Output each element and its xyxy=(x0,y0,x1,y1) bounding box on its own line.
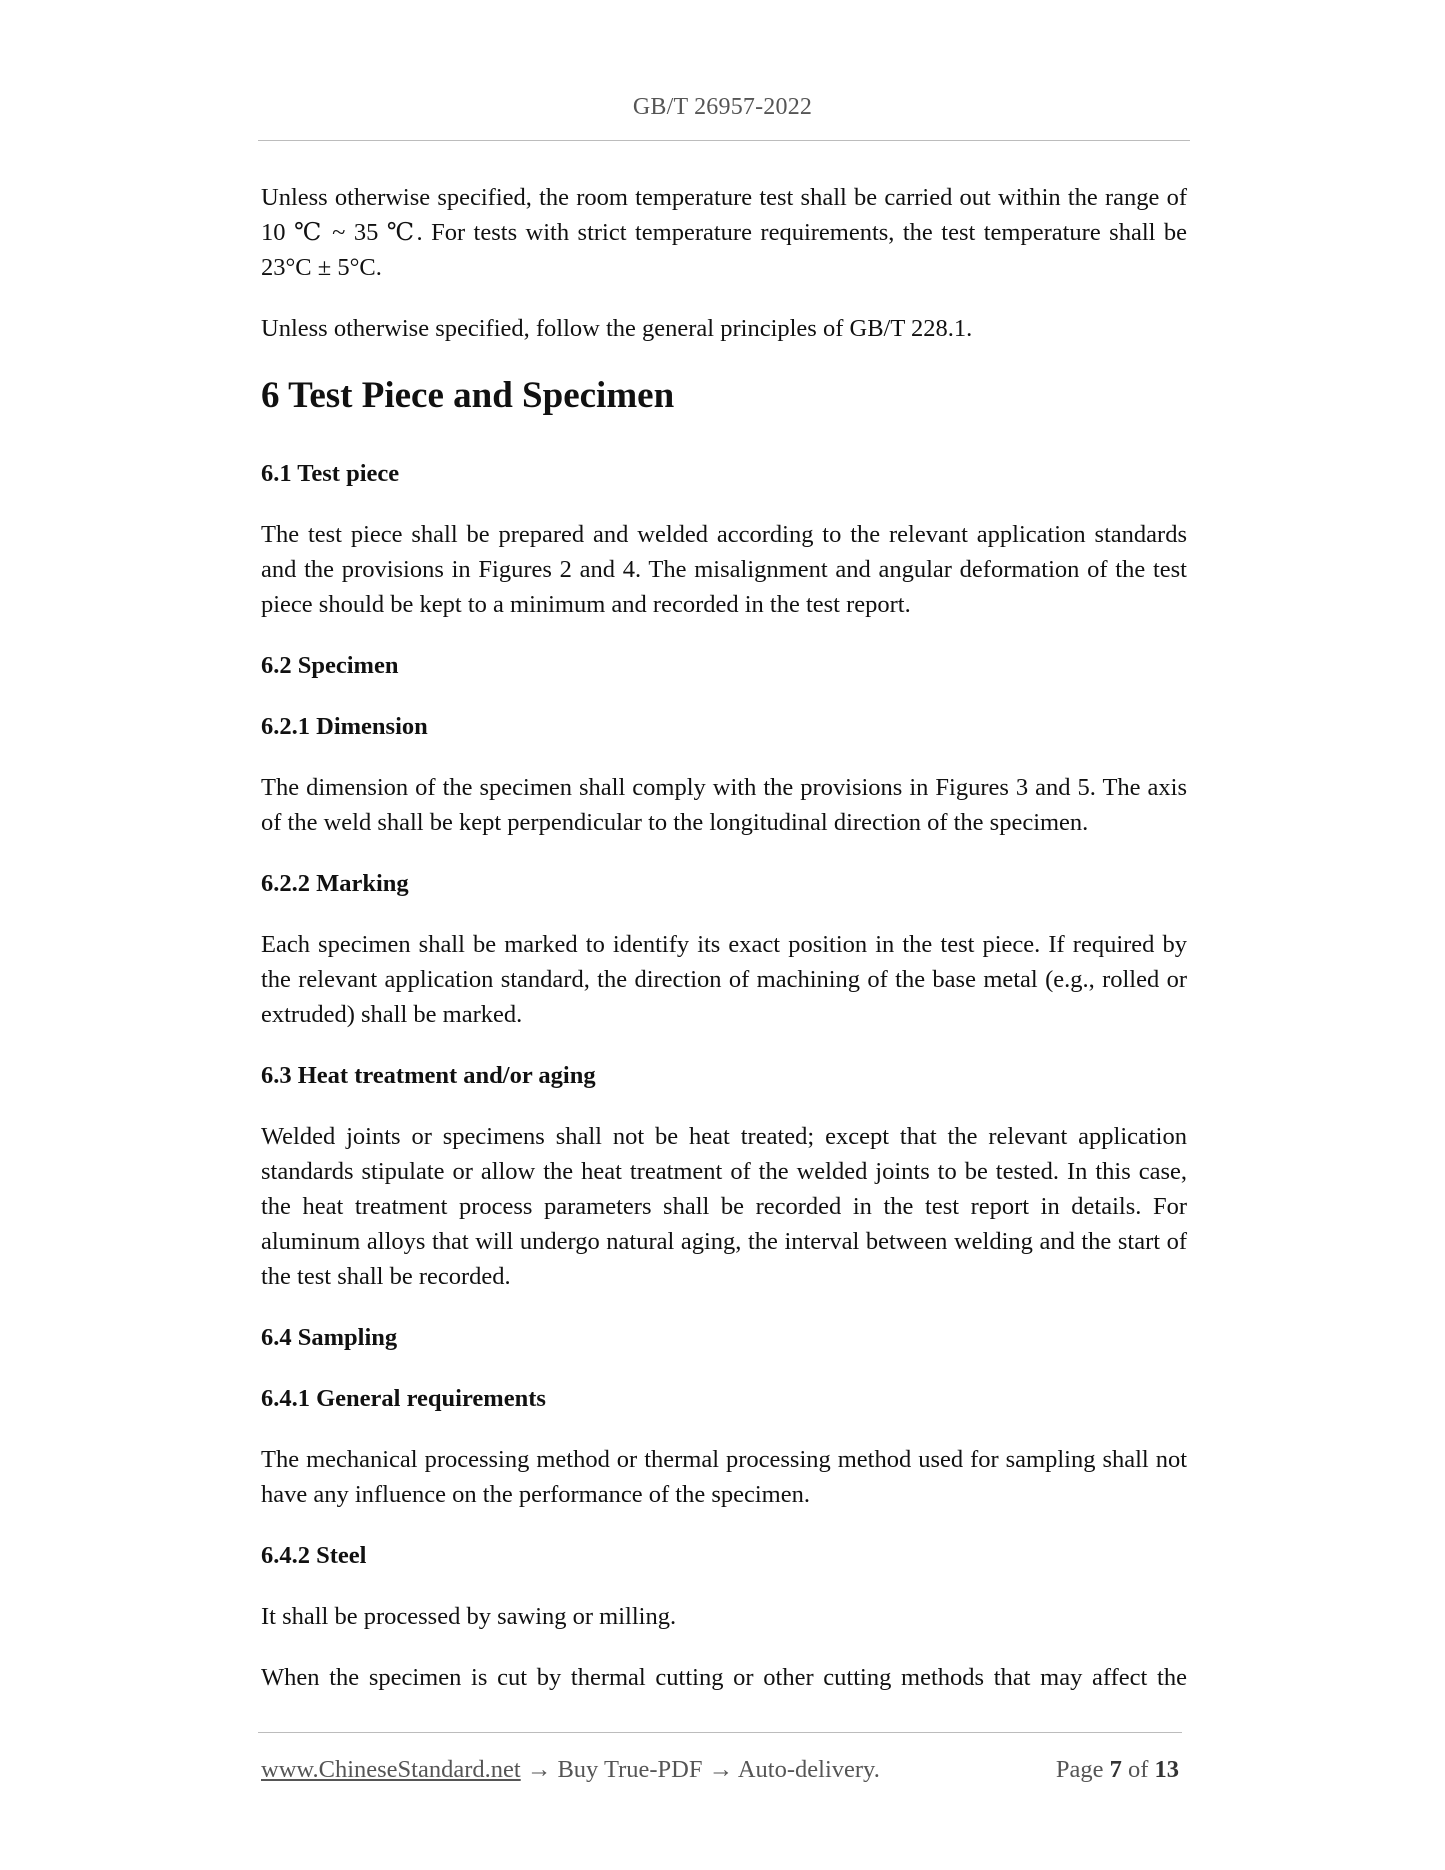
header-divider xyxy=(258,140,1190,141)
section-6-2-2-heading: 6.2.2 Marking xyxy=(261,870,409,897)
page-number xyxy=(1056,1752,1179,1787)
section-6-4-2-text-2: When the specimen is cut by thermal cutting or other cutting methods that may affect the xyxy=(261,1664,1187,1691)
section-6-4-2-heading: 6.4.2 Steel xyxy=(261,1542,367,1569)
section-6-2-2-text: Each specimen shall be marked to identify its exact position in the test piece. If required by the relevant application standard, the direction of machining of the base metal (e.g., rolled or extruded) shall be marked. xyxy=(261,931,1187,1028)
chinesestandard-link[interactable]: www.ChineseStandard.net xyxy=(261,1756,521,1783)
section-6-2-heading: 6.2 Specimen xyxy=(261,652,399,679)
paragraph-general-principles: Unless otherwise specified, follow the general principles of GB/T 228.1. xyxy=(261,315,973,342)
section-6-4-2-text-1: It shall be processed by sawing or milling. xyxy=(261,1603,677,1630)
section-6-4-heading: 6.4 Sampling xyxy=(261,1324,398,1351)
section-6-4-1-text: The mechanical processing method or thermal processing method used for sampling shall not have any influence on the performance of the specimen. xyxy=(261,1446,1187,1508)
page-current: 7 xyxy=(1109,1756,1122,1783)
footer-promo-text: → Buy True-PDF → Auto-delivery. xyxy=(520,1756,880,1783)
page-label: Page xyxy=(1055,1756,1104,1783)
footer-divider xyxy=(258,1732,1182,1733)
section-6-2-1-heading: 6.2.1 Dimension xyxy=(261,713,428,740)
page-total: 13 xyxy=(1154,1756,1179,1783)
section-6-1-text: The test piece shall be prepared and welded according to the relevant application standards and the provisions in Figures 2 and 4. The misalignment and angular deformation of the test piece should be kept to a minimum and recorded in the test report. xyxy=(261,521,1187,618)
page-header-title: GB/T 26957-2022 xyxy=(632,94,813,120)
paragraph-room-temperature: Unless otherwise specified, the room temperature test shall be carried out within the range of 10 ℃ ~ 35 ℃. For tests with strict temperature requirements, the test temperature shall be 23°C ± 5°C. xyxy=(261,184,1187,281)
footer-promo xyxy=(261,1752,880,1787)
document-body xyxy=(261,180,1187,1721)
section-6-1-heading: 6.1 Test piece xyxy=(261,460,400,487)
section-6-3-text: Welded joints or specimens shall not be heat treated; except that the relevant application standards stipulate or allow the heat treatment of the welded joints to be tested. In this case, the heat treatment process parameters shall be recorded in the test report in details. For aluminum alloys that will undergo natural aging, the interval between welding and the start of the test shall be recorded. xyxy=(261,1123,1187,1290)
section-6-heading: 6 Test Piece and Specimen xyxy=(261,375,675,416)
section-6-4-1-heading: 6.4.1 General requirements xyxy=(261,1385,546,1412)
page-of-label: of xyxy=(1127,1756,1149,1783)
section-6-3-heading: 6.3 Heat treatment and/or aging xyxy=(261,1062,596,1089)
section-6-2-1-text: The dimension of the specimen shall comply with the provisions in Figures 3 and 5. The axis of the weld shall be kept perpendicular to the longitudinal direction of the specimen. xyxy=(261,774,1187,836)
